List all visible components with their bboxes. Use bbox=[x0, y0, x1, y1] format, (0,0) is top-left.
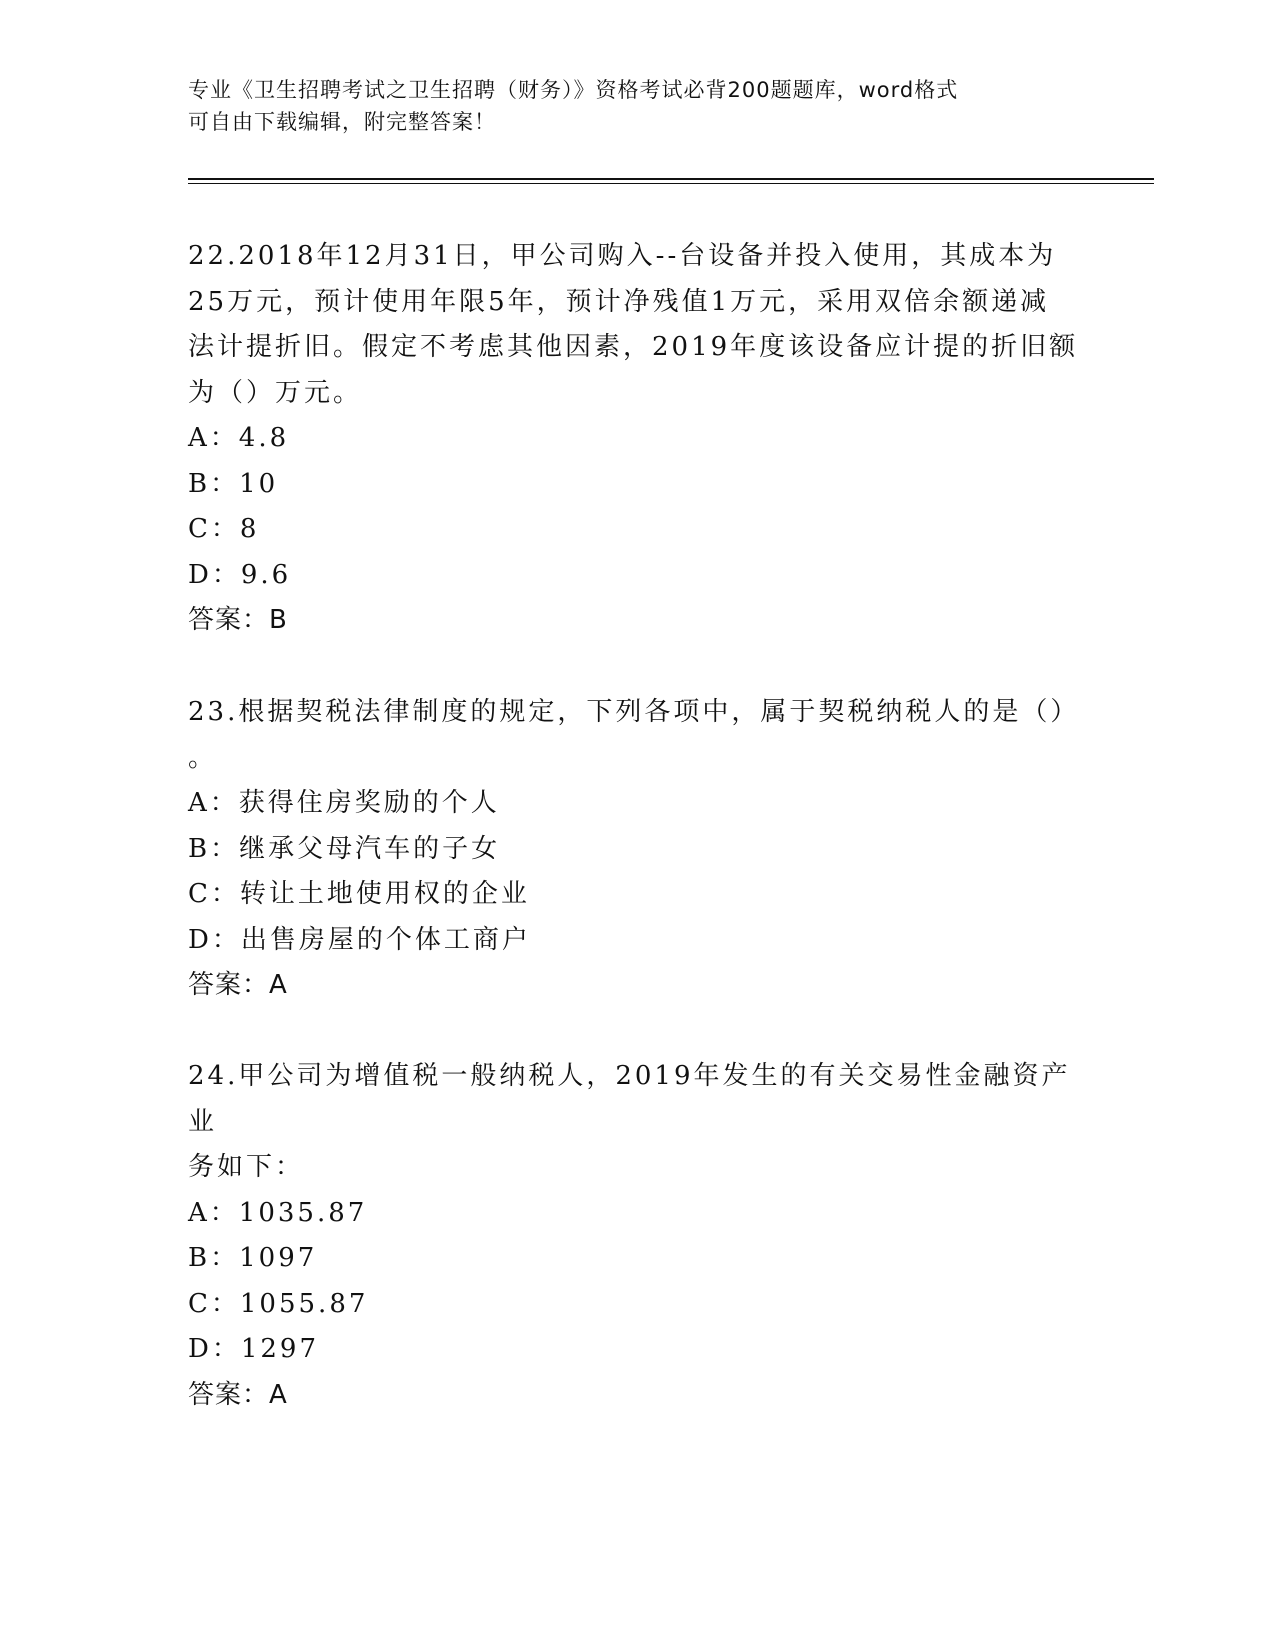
header-divider-thick bbox=[188, 178, 1154, 180]
question-24-option-a: A：1035.87 bbox=[188, 1197, 368, 1228]
question-22 bbox=[188, 234, 1088, 644]
question-23-option-b: B：继承父母汽车的子女 bbox=[188, 833, 501, 864]
question-24-line-2: 务如下： bbox=[188, 1152, 305, 1182]
question-22-line-3: 法计提折旧。假定不考虑其他因素，2019年度该设备应计提的折旧额 bbox=[188, 332, 1079, 362]
question-23-answer: 答案：A bbox=[188, 970, 288, 1000]
question-22-line-4: 为（）万元。 bbox=[188, 377, 363, 408]
header-line-2: 可自由下载编辑，附完整答案！ bbox=[188, 110, 496, 134]
question-23-option-a: A：获得住房奖励的个人 bbox=[188, 788, 500, 818]
question-22-line-2: 25万元，预计使用年限5年，预计净残值1万元，采用双倍余额递减 bbox=[188, 286, 1050, 317]
question-23-option-c: C：转让土地使用权的企业 bbox=[188, 879, 530, 909]
question-22-line-1: 22.2018年12月31日，甲公司购入--台设备并投入使用，其成本为 bbox=[188, 241, 1057, 271]
question-22-option-a: A：4.8 bbox=[188, 423, 290, 453]
question-23-line-2: 。 bbox=[188, 742, 218, 773]
question-23 bbox=[188, 690, 1088, 1009]
header-line-1: 专业《卫生招聘考试之卫生招聘（财务）》资格考试必背200题题库，word格式 bbox=[188, 78, 959, 102]
question-22-option-b: B：10 bbox=[188, 468, 279, 499]
question-24-line-1: 24.甲公司为增值税一般纳税人，2019年发生的有关交易性金融资产业 bbox=[188, 1061, 1071, 1137]
question-24-answer: 答案：A bbox=[188, 1379, 288, 1410]
question-24-option-d: D：1297 bbox=[188, 1334, 320, 1364]
question-24-option-c: C：1055.87 bbox=[188, 1288, 369, 1319]
question-24 bbox=[188, 1054, 1088, 1418]
question-22-answer: 答案：B bbox=[188, 605, 288, 635]
question-24-option-b: B：1097 bbox=[188, 1243, 318, 1273]
header-divider-thin bbox=[188, 183, 1154, 184]
question-22-option-d: D：9.6 bbox=[188, 559, 292, 590]
question-23-option-d: D：出售房屋的个体工商户 bbox=[188, 924, 531, 955]
question-22-option-c: C：8 bbox=[188, 514, 260, 544]
document-header bbox=[188, 74, 1068, 138]
question-23-line-1: 23.根据契税法律制度的规定，下列各项中，属于契税纳税人的是（） bbox=[188, 697, 1080, 727]
